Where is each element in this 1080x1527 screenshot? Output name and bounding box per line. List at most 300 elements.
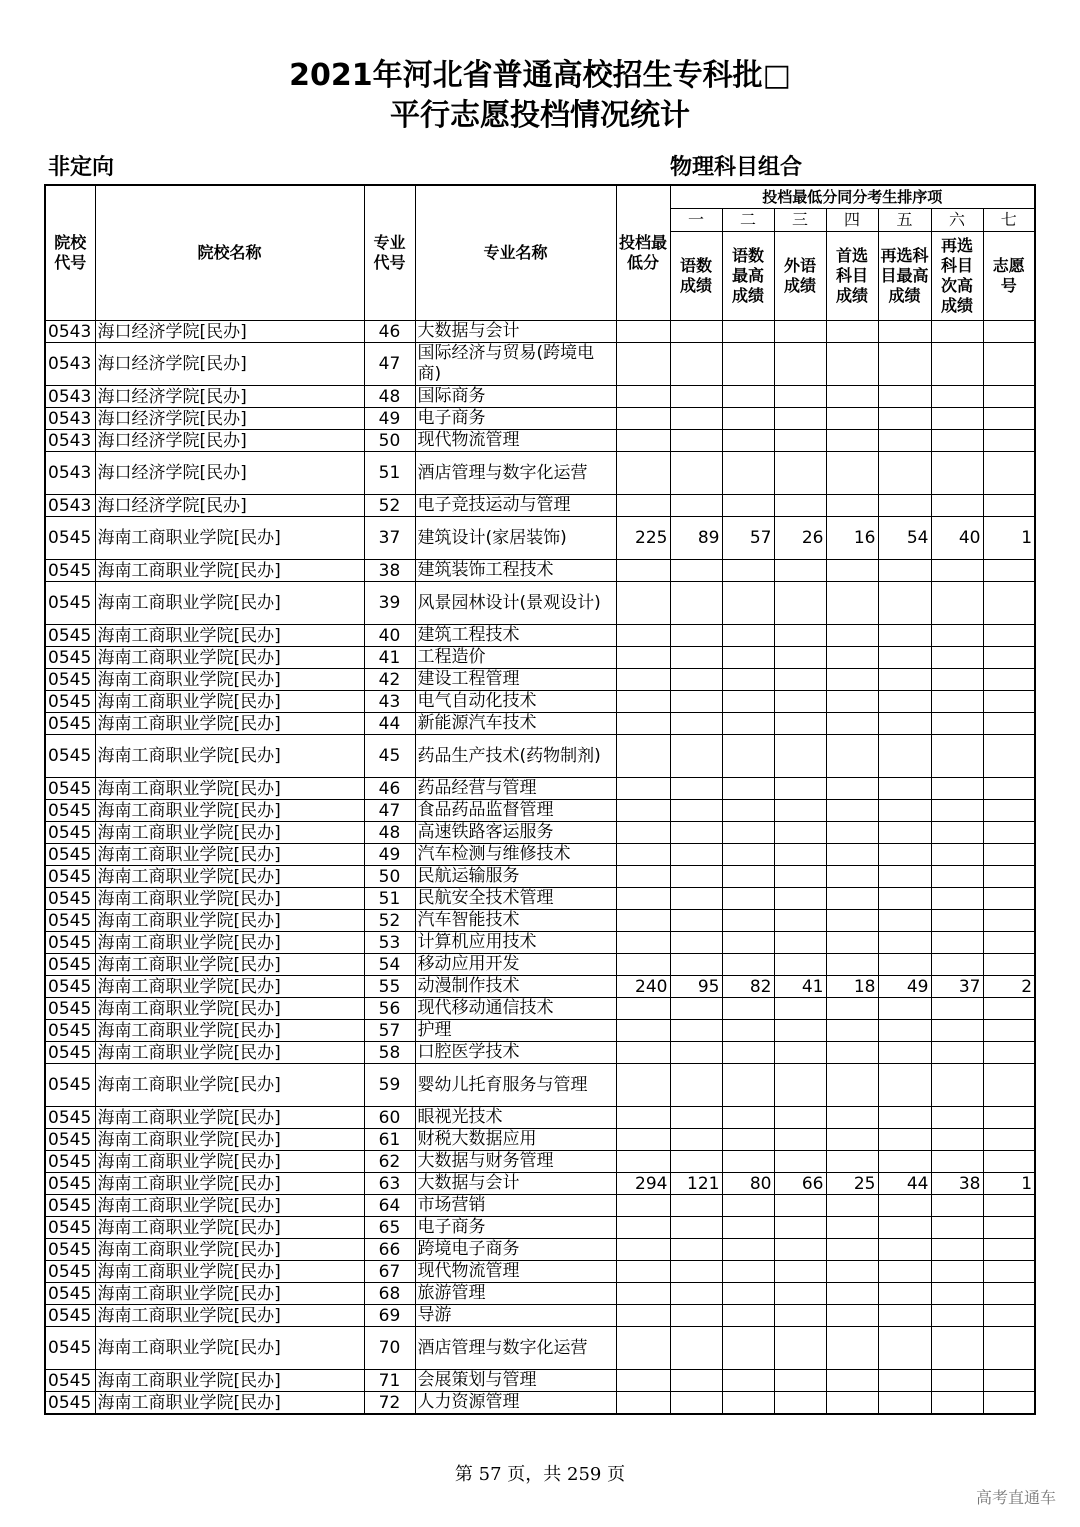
cell-major-code: 37 — [364, 517, 415, 560]
cell-score — [878, 888, 931, 910]
cell-school-code: 0543 — [45, 408, 95, 430]
cell-school-name: 海口经济学院[民办] — [95, 343, 364, 386]
cell-major-code: 53 — [364, 932, 415, 954]
cell-major-code: 70 — [364, 1327, 415, 1370]
cell-score — [670, 800, 722, 822]
cell-score — [878, 866, 931, 888]
cell-score — [826, 1283, 878, 1305]
cell-school-code: 0545 — [45, 998, 95, 1020]
table-row — [45, 582, 1035, 625]
cell-score — [616, 495, 670, 517]
cell-school-code: 0545 — [45, 625, 95, 647]
cell-score — [670, 1042, 722, 1064]
cell-score — [983, 1370, 1035, 1392]
cell-school-code: 0545 — [45, 517, 95, 560]
cell-score: 54 — [878, 517, 931, 560]
cell-score — [774, 866, 826, 888]
cell-score — [722, 691, 774, 713]
cell-school-name: 海南工商职业学院[民办] — [95, 1129, 364, 1151]
cell-score — [878, 800, 931, 822]
table-row — [45, 1370, 1035, 1392]
cell-major-name: 工程造价 — [415, 647, 616, 669]
cell-school-name: 海南工商职业学院[民办] — [95, 1261, 364, 1283]
cell-major-name: 现代移动通信技术 — [415, 998, 616, 1020]
cell-score — [774, 1327, 826, 1370]
cell-school-code: 0545 — [45, 560, 95, 582]
cell-score — [931, 998, 983, 1020]
header-label: 语数成绩 — [670, 232, 722, 321]
cell-score — [616, 735, 670, 778]
cell-score — [878, 625, 931, 647]
header-label: 语数最高成绩 — [722, 232, 774, 321]
cell-major-name: 电子商务 — [415, 1217, 616, 1239]
cell-score — [722, 560, 774, 582]
cell-school-name: 海南工商职业学院[民办] — [95, 735, 364, 778]
cell-school-code: 0545 — [45, 1129, 95, 1151]
cell-major-name: 护理 — [415, 1020, 616, 1042]
cell-score — [616, 430, 670, 452]
cell-score — [670, 778, 722, 800]
cell-score: 294 — [616, 1173, 670, 1195]
cell-major-code: 54 — [364, 954, 415, 976]
cell-major-code: 44 — [364, 713, 415, 735]
cell-score — [931, 1217, 983, 1239]
cell-score — [983, 452, 1035, 495]
table-row — [45, 735, 1035, 778]
cell-score: 89 — [670, 517, 722, 560]
table-row — [45, 1392, 1035, 1415]
cell-major-code: 49 — [364, 408, 415, 430]
cell-school-code: 0545 — [45, 1327, 95, 1370]
cell-score — [878, 691, 931, 713]
cell-score — [670, 1392, 722, 1415]
cell-score — [878, 713, 931, 735]
page-title-line2: 平行志愿投档情况统计 — [390, 98, 690, 133]
cell-school-name: 海南工商职业学院[民办] — [95, 1392, 364, 1415]
table-row — [45, 343, 1035, 386]
cell-score: 41 — [774, 976, 826, 998]
cell-score — [931, 1327, 983, 1370]
cell-score — [670, 1283, 722, 1305]
cell-school-name: 海口经济学院[民办] — [95, 321, 364, 343]
cell-major-name: 汽车检测与维修技术 — [415, 844, 616, 866]
cell-school-name: 海南工商职业学院[民办] — [95, 932, 364, 954]
cell-score — [616, 386, 670, 408]
table-row — [45, 625, 1035, 647]
cell-score — [774, 1129, 826, 1151]
cell-score — [722, 1217, 774, 1239]
cell-major-code: 64 — [364, 1195, 415, 1217]
cell-school-name: 海南工商职业学院[民办] — [95, 998, 364, 1020]
cell-school-code: 0545 — [45, 1239, 95, 1261]
cell-score — [983, 910, 1035, 932]
cell-score — [722, 408, 774, 430]
cell-score — [722, 669, 774, 691]
cell-score — [826, 954, 878, 976]
cell-major-name: 现代物流管理 — [415, 1261, 616, 1283]
subtitle-left: 非定向 — [48, 155, 115, 180]
cell-score — [722, 822, 774, 844]
cell-score — [826, 998, 878, 1020]
cell-score: 1 — [983, 1173, 1035, 1195]
cell-score — [616, 1392, 670, 1415]
cell-school-code: 0545 — [45, 1173, 95, 1195]
cell-score — [722, 1283, 774, 1305]
cell-score — [931, 1064, 983, 1107]
cell-score — [983, 1327, 1035, 1370]
table-row — [45, 910, 1035, 932]
cell-score: 57 — [722, 517, 774, 560]
cell-score — [774, 1261, 826, 1283]
cell-major-code: 52 — [364, 910, 415, 932]
table-row — [45, 495, 1035, 517]
cell-score — [826, 1392, 878, 1415]
cell-score — [616, 800, 670, 822]
table-row — [45, 669, 1035, 691]
cell-school-name: 海南工商职业学院[民办] — [95, 778, 364, 800]
cell-score — [616, 1042, 670, 1064]
cell-score — [878, 932, 931, 954]
header-label: 志愿号 — [983, 232, 1035, 321]
header-num: 六 — [931, 209, 983, 232]
cell-score: 240 — [616, 976, 670, 998]
cell-school-name: 海口经济学院[民办] — [95, 452, 364, 495]
cell-score — [616, 1370, 670, 1392]
cell-score — [826, 1195, 878, 1217]
cell-major-name: 动漫制作技术 — [415, 976, 616, 998]
cell-score — [878, 321, 931, 343]
cell-score — [616, 1195, 670, 1217]
cell-score — [878, 1305, 931, 1327]
table-row — [45, 888, 1035, 910]
cell-major-code: 56 — [364, 998, 415, 1020]
cell-school-code: 0545 — [45, 866, 95, 888]
cell-score — [983, 430, 1035, 452]
cell-score — [670, 1195, 722, 1217]
cell-score — [878, 1327, 931, 1370]
cell-score — [774, 321, 826, 343]
cell-major-code: 42 — [364, 669, 415, 691]
cell-score — [616, 822, 670, 844]
cell-score — [983, 735, 1035, 778]
cell-school-code: 0545 — [45, 1064, 95, 1107]
cell-score — [774, 735, 826, 778]
cell-major-code: 51 — [364, 888, 415, 910]
cell-major-code: 63 — [364, 1173, 415, 1195]
cell-score — [722, 800, 774, 822]
cell-score — [774, 954, 826, 976]
cell-score — [983, 669, 1035, 691]
cell-major-name: 新能源汽车技术 — [415, 713, 616, 735]
cell-score — [826, 343, 878, 386]
cell-school-code: 0543 — [45, 452, 95, 495]
cell-score — [616, 560, 670, 582]
cell-score — [931, 822, 983, 844]
cell-score — [722, 888, 774, 910]
cell-school-code: 0545 — [45, 954, 95, 976]
cell-score — [878, 1020, 931, 1042]
cell-score — [774, 1064, 826, 1107]
cell-score — [983, 1195, 1035, 1217]
table-row — [45, 1261, 1035, 1283]
cell-score — [670, 1261, 722, 1283]
cell-school-name: 海南工商职业学院[民办] — [95, 647, 364, 669]
cell-score — [826, 866, 878, 888]
page-title-line1: 2021年河北省普通高校招生专科批□ — [289, 58, 791, 93]
cell-score — [826, 321, 878, 343]
table-row — [45, 1239, 1035, 1261]
cell-school-code: 0545 — [45, 888, 95, 910]
cell-score — [774, 1392, 826, 1415]
cell-score — [774, 932, 826, 954]
table-row — [45, 778, 1035, 800]
cell-major-code: 62 — [364, 1151, 415, 1173]
cell-major-code: 68 — [364, 1283, 415, 1305]
cell-major-name: 市场营销 — [415, 1195, 616, 1217]
table-row — [45, 1217, 1035, 1239]
cell-score — [774, 1107, 826, 1129]
cell-school-name: 海南工商职业学院[民办] — [95, 1107, 364, 1129]
table-row — [45, 1195, 1035, 1217]
cell-score — [983, 1129, 1035, 1151]
table-row — [45, 452, 1035, 495]
cell-score — [931, 954, 983, 976]
cell-score — [722, 647, 774, 669]
cell-score — [774, 669, 826, 691]
cell-school-code: 0545 — [45, 691, 95, 713]
cell-score — [616, 713, 670, 735]
cell-school-code: 0545 — [45, 669, 95, 691]
cell-score: 37 — [931, 976, 983, 998]
cell-score — [722, 1239, 774, 1261]
cell-school-name: 海南工商职业学院[民办] — [95, 1327, 364, 1370]
cell-score — [878, 669, 931, 691]
cell-score — [826, 1327, 878, 1370]
cell-score — [983, 386, 1035, 408]
cell-major-code: 50 — [364, 866, 415, 888]
cell-major-name: 电子竞技运动与管理 — [415, 495, 616, 517]
table-row — [45, 866, 1035, 888]
cell-score — [878, 560, 931, 582]
cell-score — [983, 1151, 1035, 1173]
cell-score — [878, 647, 931, 669]
cell-school-code: 0545 — [45, 1020, 95, 1042]
cell-score — [931, 1042, 983, 1064]
cell-score — [722, 1107, 774, 1129]
cell-school-code: 0545 — [45, 1042, 95, 1064]
header-label: 首选科目成绩 — [826, 232, 878, 321]
cell-score — [931, 844, 983, 866]
cell-score — [774, 647, 826, 669]
cell-score — [931, 1107, 983, 1129]
cell-score — [774, 998, 826, 1020]
cell-score — [670, 866, 722, 888]
cell-score — [931, 408, 983, 430]
cell-score: 49 — [878, 976, 931, 998]
cell-school-name: 海南工商职业学院[民办] — [95, 822, 364, 844]
cell-score — [616, 1064, 670, 1107]
cell-score — [774, 822, 826, 844]
cell-score — [826, 822, 878, 844]
cell-score — [616, 647, 670, 669]
header-label: 再选科目最高成绩 — [878, 232, 931, 321]
cell-score — [983, 321, 1035, 343]
cell-major-code: 60 — [364, 1107, 415, 1129]
cell-score — [774, 1305, 826, 1327]
cell-score — [878, 1195, 931, 1217]
table-row — [45, 1064, 1035, 1107]
cell-score — [670, 1151, 722, 1173]
cell-score — [878, 1042, 931, 1064]
cell-score — [774, 1217, 826, 1239]
cell-major-name: 建筑装饰工程技术 — [415, 560, 616, 582]
cell-score — [722, 625, 774, 647]
cell-score — [670, 1305, 722, 1327]
cell-score — [826, 582, 878, 625]
cell-score — [983, 866, 1035, 888]
cell-score — [931, 1392, 983, 1415]
cell-score — [983, 778, 1035, 800]
cell-school-name: 海南工商职业学院[民办] — [95, 1151, 364, 1173]
cell-score — [616, 998, 670, 1020]
cell-score — [983, 647, 1035, 669]
cell-school-name: 海南工商职业学院[民办] — [95, 844, 364, 866]
cell-score: 121 — [670, 1173, 722, 1195]
cell-school-name: 海南工商职业学院[民办] — [95, 625, 364, 647]
cell-score — [826, 430, 878, 452]
cell-score — [826, 691, 878, 713]
cell-major-code: 45 — [364, 735, 415, 778]
cell-score — [722, 844, 774, 866]
cell-score — [931, 713, 983, 735]
cell-school-name: 海南工商职业学院[民办] — [95, 800, 364, 822]
cell-major-name: 会展策划与管理 — [415, 1370, 616, 1392]
cell-score — [931, 1283, 983, 1305]
cell-score — [616, 343, 670, 386]
cell-score — [826, 1129, 878, 1151]
cell-major-name: 财税大数据应用 — [415, 1129, 616, 1151]
cell-school-name: 海南工商职业学院[民办] — [95, 1370, 364, 1392]
cell-score — [878, 408, 931, 430]
cell-score — [878, 430, 931, 452]
header-num: 一 — [670, 209, 722, 232]
cell-score — [774, 888, 826, 910]
cell-score — [931, 800, 983, 822]
header-num: 四 — [826, 209, 878, 232]
cell-score — [722, 1151, 774, 1173]
cell-score — [826, 713, 878, 735]
cell-score — [722, 495, 774, 517]
subtitle-right: 物理科目组合 — [670, 155, 803, 180]
cell-school-name: 海南工商职业学院[民办] — [95, 1305, 364, 1327]
cell-score — [931, 1261, 983, 1283]
cell-score — [616, 691, 670, 713]
cell-score — [670, 1107, 722, 1129]
table-row — [45, 998, 1035, 1020]
cell-score — [931, 343, 983, 386]
cell-score — [616, 1151, 670, 1173]
cell-major-code: 43 — [364, 691, 415, 713]
cell-score — [878, 1217, 931, 1239]
cell-school-name: 海南工商职业学院[民办] — [95, 669, 364, 691]
cell-score — [826, 778, 878, 800]
cell-score — [774, 1239, 826, 1261]
cell-major-name: 建筑设计(家居装饰) — [415, 517, 616, 560]
cell-score — [722, 343, 774, 386]
cell-score — [670, 452, 722, 495]
table-body — [45, 321, 1035, 1415]
cell-school-code: 0543 — [45, 343, 95, 386]
cell-score — [983, 408, 1035, 430]
cell-major-name: 建筑工程技术 — [415, 625, 616, 647]
cell-school-code: 0545 — [45, 844, 95, 866]
cell-score — [983, 713, 1035, 735]
cell-score — [826, 386, 878, 408]
cell-score — [983, 932, 1035, 954]
cell-major-name: 大数据与会计 — [415, 321, 616, 343]
cell-score — [774, 1195, 826, 1217]
cell-score — [878, 1064, 931, 1107]
cell-major-code: 61 — [364, 1129, 415, 1151]
cell-score — [931, 582, 983, 625]
cell-score — [826, 408, 878, 430]
table-row — [45, 647, 1035, 669]
cell-score — [616, 1305, 670, 1327]
cell-score — [878, 386, 931, 408]
cell-score — [670, 560, 722, 582]
cell-school-name: 海南工商职业学院[民办] — [95, 1020, 364, 1042]
cell-major-name: 汽车智能技术 — [415, 910, 616, 932]
cell-score — [670, 408, 722, 430]
cell-score — [616, 932, 670, 954]
cell-major-code: 50 — [364, 430, 415, 452]
cell-score — [983, 343, 1035, 386]
cell-score — [670, 669, 722, 691]
cell-score — [774, 1370, 826, 1392]
cell-score — [826, 625, 878, 647]
table-row — [45, 517, 1035, 560]
cell-major-name: 婴幼儿托育服务与管理 — [415, 1064, 616, 1107]
cell-score — [826, 1261, 878, 1283]
cell-score — [878, 1392, 931, 1415]
cell-major-code: 66 — [364, 1239, 415, 1261]
cell-score — [774, 582, 826, 625]
table-row — [45, 408, 1035, 430]
cell-score — [826, 1370, 878, 1392]
cell-score — [670, 844, 722, 866]
cell-major-code: 52 — [364, 495, 415, 517]
cell-school-code: 0545 — [45, 1151, 95, 1173]
cell-score: 225 — [616, 517, 670, 560]
cell-major-code: 57 — [364, 1020, 415, 1042]
cell-score — [931, 1195, 983, 1217]
header-num: 三 — [774, 209, 826, 232]
cell-school-code: 0545 — [45, 932, 95, 954]
cell-major-name: 药品经营与管理 — [415, 778, 616, 800]
cell-score — [722, 866, 774, 888]
cell-score — [722, 1129, 774, 1151]
table-row — [45, 1020, 1035, 1042]
cell-major-code: 58 — [364, 1042, 415, 1064]
cell-score — [826, 452, 878, 495]
cell-score — [931, 452, 983, 495]
cell-score — [931, 910, 983, 932]
table-row — [45, 386, 1035, 408]
cell-score: 1 — [983, 517, 1035, 560]
table-row — [45, 932, 1035, 954]
cell-score — [826, 735, 878, 778]
cell-school-code: 0545 — [45, 582, 95, 625]
